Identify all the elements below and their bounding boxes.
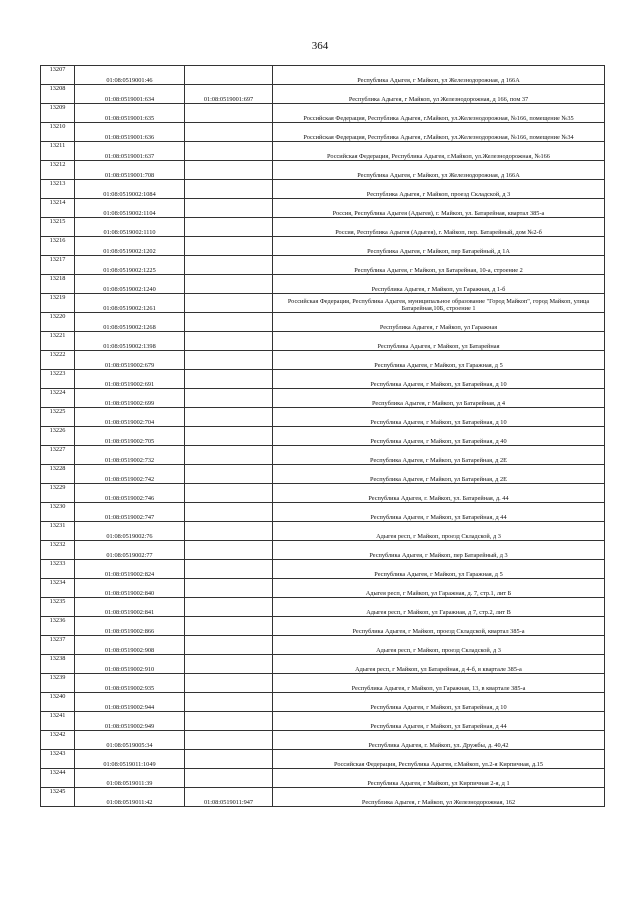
cadastral-number-cell: 01:08:0519002:679 [75,351,185,370]
table-row [41,180,605,199]
address-cell: Республика Адыгея, г Майкоп, ул Гаражная, д 5 [273,560,605,579]
table-row [41,218,605,237]
parent-cadastral-number-cell [185,769,273,788]
address-cell: Российская Федерация, Республика Адыгея, г.Майкоп, ул.Железнодорожная, №166, помещение №34 [273,123,605,142]
table-row [41,522,605,541]
cadastral-number-cell: 01:08:0519002:746 [75,484,185,503]
cadastral-number-cell: 01:08:0519002:1104 [75,199,185,218]
address-cell: Россия, Республика Адыгея (Адыгея), г. Майкоп, пер. Батарейный, дом №2-б [273,218,605,237]
cadastral-number-cell: 01:08:0519001:708 [75,161,185,180]
row-number-cell: 13208 [41,85,75,104]
row-number-cell: 13210 [41,123,75,142]
table-row [41,579,605,598]
row-number-cell: 13224 [41,389,75,408]
address-cell: Республика Адыгея, г Майкоп, ул Батарейная, д 2Е [273,446,605,465]
address-cell: Российская Федерация, Республика Адыгея, муниципальное образование "Город Майкоп", город Майкоп, улица Батарейная,10Б, строение 1 [273,294,605,313]
row-number-cell: 13218 [41,275,75,294]
row-number-cell: 13229 [41,484,75,503]
parent-cadastral-number-cell [185,237,273,256]
table-row [41,750,605,769]
parent-cadastral-number-cell [185,123,273,142]
cadastral-number-cell: 01:08:0519002:76 [75,522,185,541]
address-cell: Республика Адыгея, г Майкоп, ул Железнодорожная, д 166А [273,66,605,85]
table-row [41,161,605,180]
parent-cadastral-number-cell [185,712,273,731]
cadastral-number-cell: 01:08:0519011:39 [75,769,185,788]
table-row [41,484,605,503]
table-row [41,275,605,294]
table-row [41,199,605,218]
table-row [41,256,605,275]
parent-cadastral-number-cell [185,218,273,237]
parent-cadastral-number-cell [185,465,273,484]
cadastral-number-cell: 01:08:0519001:636 [75,123,185,142]
cadastral-number-cell: 01:08:0519011:1049 [75,750,185,769]
parent-cadastral-number-cell [185,636,273,655]
table-row [41,427,605,446]
table-row [41,693,605,712]
cadastral-number-cell: 01:08:0519002:935 [75,674,185,693]
parent-cadastral-number-cell [185,389,273,408]
address-cell: Республика Адыгея, г Майкоп, ул Железнодорожная, д 166, пом 37 [273,85,605,104]
cadastral-number-cell: 01:08:0519001:637 [75,142,185,161]
cadastral-number-cell: 01:08:0519002:910 [75,655,185,674]
table-row [41,674,605,693]
address-cell: Республика Адыгея, г Майкоп, ул Батарейная, д 44 [273,503,605,522]
table-row [41,503,605,522]
address-cell: Республика Адыгея, г Майкоп, ул Гаражная [273,313,605,332]
cadastral-number-cell: 01:08:0519002:699 [75,389,185,408]
table-row [41,617,605,636]
table-row [41,731,605,750]
cadastral-number-cell: 01:08:0519002:704 [75,408,185,427]
table-row [41,655,605,674]
table-row [41,408,605,427]
cadastral-number-cell: 01:08:0519002:944 [75,693,185,712]
cadastral-number-cell: 01:08:0519001:635 [75,104,185,123]
row-number-cell: 13223 [41,370,75,389]
address-cell: Российская Федерация, Республика Адыгея, г.Майкоп, ул.2-я Кирпичная, д.15 [273,750,605,769]
address-cell: Республика Адыгея, г Майкоп, ул Батарейная, д 10 [273,370,605,389]
cadastral-number-cell: 01:08:0519002:1084 [75,180,185,199]
row-number-cell: 13231 [41,522,75,541]
parent-cadastral-number-cell [185,104,273,123]
table-row [41,636,605,655]
row-number-cell: 13230 [41,503,75,522]
address-cell: Республика Адыгея, г Майкоп, ул Гаражная, д 1-б [273,275,605,294]
table-row [41,598,605,617]
cadastral-number-cell: 01:08:0519005:34 [75,731,185,750]
page-number: 364 [311,40,329,52]
row-number-cell: 13212 [41,161,75,180]
registry-table [40,65,605,807]
parent-cadastral-number-cell [185,161,273,180]
table-row [41,351,605,370]
cadastral-number-cell: 01:08:0519002:1240 [75,275,185,294]
parent-cadastral-number-cell [185,408,273,427]
row-number-cell: 13226 [41,427,75,446]
row-number-cell: 13225 [41,408,75,427]
parent-cadastral-number-cell [185,66,273,85]
row-number-cell: 13240 [41,693,75,712]
parent-cadastral-number-cell [185,503,273,522]
row-number-cell: 13213 [41,180,75,199]
parent-cadastral-number-cell [185,294,273,313]
cadastral-number-cell: 01:08:0519002:77 [75,541,185,560]
row-number-cell: 13238 [41,655,75,674]
address-cell: Адыгея респ, г Майкоп, ул Гаражная, д. 7, стр.1, лит Б [273,579,605,598]
address-cell: Республика Адыгея, г Майкоп, ул Батарейная [273,332,605,351]
row-number-cell: 13235 [41,598,75,617]
row-number-cell: 13217 [41,256,75,275]
parent-cadastral-number-cell [185,427,273,446]
row-number-cell: 13227 [41,446,75,465]
parent-cadastral-number-cell [185,142,273,161]
address-cell: Республика Адыгея, г. Майкоп, ул. Батарейная, д. 44 [273,484,605,503]
cadastral-number-cell: 01:08:0519002:949 [75,712,185,731]
cadastral-number-cell: 01:08:0519001:46 [75,66,185,85]
address-cell: Российская Федерация, Республика Адыгея, г.Майкоп, ул.Железнодорожная, №166 [273,142,605,161]
row-number-cell: 13236 [41,617,75,636]
parent-cadastral-number-cell [185,750,273,769]
cadastral-number-cell: 01:08:0519002:732 [75,446,185,465]
parent-cadastral-number-cell [185,446,273,465]
parent-cadastral-number-cell [185,579,273,598]
row-number-cell: 13234 [41,579,75,598]
address-cell: Республика Адыгея, г Майкоп, пер Батарейный, д 3 [273,541,605,560]
row-number-cell: 13220 [41,313,75,332]
address-cell: Республика Адыгея, г Майкоп, ул Батарейная, д 10 [273,693,605,712]
table-row [41,712,605,731]
table-row [41,85,605,104]
parent-cadastral-number-cell [185,674,273,693]
address-cell: Республика Адыгея, г Майкоп, проезд Складской, д 3 [273,180,605,199]
cadastral-number-cell: 01:08:0519002:691 [75,370,185,389]
table-row [41,465,605,484]
address-cell: Россия, Республика Адыгея (Адыгея), г. Майкоп, ул. Батарейная, квартал 385-а [273,199,605,218]
address-cell: Республика Адыгея, г Майкоп, ул Батарейная, д 10 [273,408,605,427]
parent-cadastral-number-cell [185,541,273,560]
parent-cadastral-number-cell [185,693,273,712]
cadastral-number-cell: 01:08:0519002:747 [75,503,185,522]
table-row [41,370,605,389]
cadastral-number-cell: 01:08:0519002:1110 [75,218,185,237]
cadastral-number-cell: 01:08:0519002:824 [75,560,185,579]
row-number-cell: 13237 [41,636,75,655]
row-number-cell: 13232 [41,541,75,560]
table-row [41,788,605,807]
parent-cadastral-number-cell [185,655,273,674]
row-number-cell: 13244 [41,769,75,788]
cadastral-number-cell: 01:08:0519011:42 [75,788,185,807]
table-row [41,237,605,256]
table-row [41,389,605,408]
row-number-cell: 13242 [41,731,75,750]
cadastral-number-cell: 01:08:0519002:1225 [75,256,185,275]
cadastral-number-cell: 01:08:0519002:1268 [75,313,185,332]
table-row [41,294,605,313]
cadastral-number-cell: 01:08:0519002:1261 [75,294,185,313]
table-row [41,446,605,465]
address-cell: Республика Адыгея, г Майкоп, ул Батарейная, д 4 [273,389,605,408]
parent-cadastral-number-cell [185,484,273,503]
cadastral-number-cell: 01:08:0519002:1202 [75,237,185,256]
table-row [41,66,605,85]
table-row [41,541,605,560]
cadastral-number-cell: 01:08:0519002:705 [75,427,185,446]
parent-cadastral-number-cell: 01:08:0519001:697 [185,85,273,104]
row-number-cell: 13243 [41,750,75,769]
table-row [41,560,605,579]
cadastral-number-cell: 01:08:0519002:742 [75,465,185,484]
cadastral-number-cell: 01:08:0519002:1398 [75,332,185,351]
address-cell: Адыгея респ, г Майкоп, ул Батарейная, д 4-б, в квартале 385-а [273,655,605,674]
parent-cadastral-number-cell [185,180,273,199]
registry-table-body [41,66,605,807]
parent-cadastral-number-cell [185,256,273,275]
row-number-cell: 13233 [41,560,75,579]
table-row [41,313,605,332]
parent-cadastral-number-cell [185,522,273,541]
address-cell: Адыгея респ, г Майкоп, проезд Складской, д 3 [273,522,605,541]
parent-cadastral-number-cell [185,313,273,332]
table-row [41,769,605,788]
address-cell: Республика Адыгея, г Майкоп, ул Гаражная, 13, в квартале 385-а [273,674,605,693]
row-number-cell: 13207 [41,66,75,85]
row-number-cell: 13222 [41,351,75,370]
parent-cadastral-number-cell [185,617,273,636]
parent-cadastral-number-cell [185,275,273,294]
address-cell: Республика Адыгея, г. Майкоп, ул. Дружбы, д. 40,42 [273,731,605,750]
parent-cadastral-number-cell: 01:08:0519011:947 [185,788,273,807]
row-number-cell: 13239 [41,674,75,693]
table-row [41,104,605,123]
row-number-cell: 13241 [41,712,75,731]
address-cell: Республика Адыгея, г Майкоп, пер Батарейный, д 1А [273,237,605,256]
table-row [41,332,605,351]
address-cell: Адыгея респ, г Майкоп, ул Гаражная, д 7, стр.2, лит В [273,598,605,617]
cadastral-number-cell: 01:08:0519002:841 [75,598,185,617]
table-row [41,142,605,161]
row-number-cell: 13219 [41,294,75,313]
parent-cadastral-number-cell [185,199,273,218]
cadastral-number-cell: 01:08:0519002:908 [75,636,185,655]
parent-cadastral-number-cell [185,351,273,370]
row-number-cell: 13228 [41,465,75,484]
row-number-cell: 13211 [41,142,75,161]
row-number-cell: 13221 [41,332,75,351]
cadastral-number-cell: 01:08:0519001:634 [75,85,185,104]
row-number-cell: 13214 [41,199,75,218]
cadastral-number-cell: 01:08:0519002:866 [75,617,185,636]
address-cell: Республика Адыгея, г Майкоп, ул Железнодорожная, д 166А [273,161,605,180]
parent-cadastral-number-cell [185,731,273,750]
address-cell: Республика Адыгея, г Майкоп, ул Батарейная, д 40 [273,427,605,446]
parent-cadastral-number-cell [185,560,273,579]
parent-cadastral-number-cell [185,332,273,351]
parent-cadastral-number-cell [185,598,273,617]
address-cell: Адыгея респ, г Майкоп, проезд Складской, д 3 [273,636,605,655]
address-cell: Республика Адыгея, г Майкоп, ул Батарейная, д 44 [273,712,605,731]
table-row [41,123,605,142]
row-number-cell: 13209 [41,104,75,123]
address-cell: Республика Адыгея, г Майкоп, ул Гаражная, д 5 [273,351,605,370]
row-number-cell: 13215 [41,218,75,237]
address-cell: Республика Адыгея, г Майкоп, проезд Складской, квартал 385-а [273,617,605,636]
cadastral-number-cell: 01:08:0519002:840 [75,579,185,598]
address-cell: Республика Адыгея, г Майкоп, ул Батарейная, д 2Е [273,465,605,484]
parent-cadastral-number-cell [185,370,273,389]
row-number-cell: 13216 [41,237,75,256]
address-cell: Российская Федерация, Республика Адыгея, г.Майкоп, ул.Железнодорожная, №166, помещение №35 [273,104,605,123]
address-cell: Республика Адыгея, г Майкоп, ул Железнодорожная, 162 [273,788,605,807]
address-cell: Республика Адыгея, г Майкоп, ул Батарейная, 10-а, строение 2 [273,256,605,275]
row-number-cell: 13245 [41,788,75,807]
address-cell: Республика Адыгея, г Майкоп, ул Кирпичная 2-я, д 1 [273,769,605,788]
